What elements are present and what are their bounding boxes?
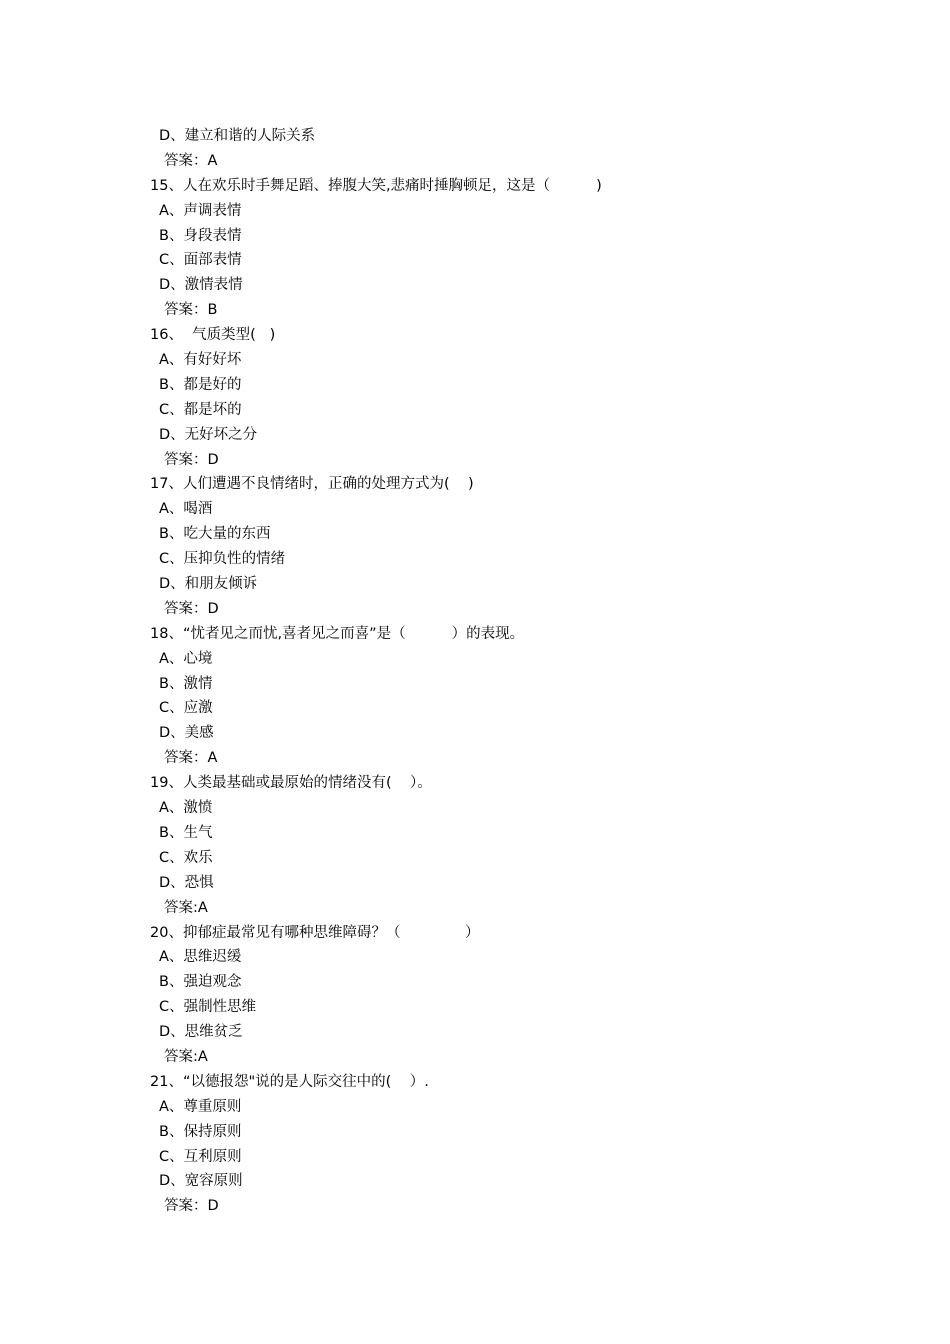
- option-a: A、有好好坏: [159, 352, 242, 369]
- option-a: A、心境: [159, 650, 213, 667]
- option-b: B、都是好的: [159, 376, 242, 393]
- option-b: B、吃大量的东西: [159, 526, 271, 543]
- option-a: A、声调表情: [159, 202, 242, 219]
- option-d: D、美感: [159, 725, 214, 742]
- question-stem: 21、“以德报怨"说的是人际交往中的( ）.: [150, 1073, 429, 1090]
- option-a: A、思维迟缓: [159, 949, 242, 966]
- option-b: B、激情: [159, 675, 213, 692]
- answer-text: 答案：D: [164, 451, 219, 468]
- question-stem: 15、人在欢乐时手舞足蹈、捧腹大笑,悲痛时捶胸顿足，这是（ ): [150, 177, 602, 194]
- option-c: C、应激: [159, 700, 213, 717]
- option-b: B、强迫观念: [159, 974, 242, 991]
- option-a: A、喝酒: [159, 501, 213, 518]
- option-d: D、激情表情: [159, 277, 243, 294]
- answer-text: 答案:A: [164, 899, 208, 916]
- answer-text: 答案：A: [164, 750, 218, 767]
- option-b: B、身段表情: [159, 227, 242, 244]
- option-c: C、强制性思维: [159, 999, 257, 1016]
- option-c: C、面部表情: [159, 252, 242, 269]
- answer-text: 答案：A: [164, 152, 218, 169]
- question-stem: 17、人们遭遇不良情绪时，正确的处理方式为( ): [150, 476, 474, 493]
- option-d: D、思维贫乏: [159, 1024, 243, 1041]
- answer-text: 答案:A: [164, 1048, 208, 1065]
- option-a: A、激愤: [159, 800, 213, 817]
- option-b: B、保持原则: [159, 1123, 242, 1140]
- option-c: C、欢乐: [159, 849, 213, 866]
- option-c: C、压抑负性的情绪: [159, 551, 286, 568]
- option-d: D、和朋友倾诉: [159, 576, 258, 593]
- option-d: D、无好坏之分: [159, 426, 258, 443]
- question-stem: 16、 气质类型( ): [150, 327, 276, 344]
- answer-text: 答案：D: [164, 600, 219, 617]
- option-b: B、生气: [159, 824, 213, 841]
- option-c: C、都是坏的: [159, 401, 242, 418]
- option-d: D、恐惧: [159, 874, 214, 891]
- document-page: [150, 124, 850, 1219]
- option-a: A、尊重原则: [159, 1098, 242, 1115]
- option-text: D、建立和谐的人际关系: [159, 128, 316, 144]
- question-stem: 19、人类最基础或最原始的情绪没有( ）。: [150, 775, 432, 792]
- question-stem: 18、“忧者见之而忧,喜者见之而喜”是（ ）的表现。: [150, 625, 525, 642]
- option-c: C、互利原则: [159, 1148, 242, 1165]
- answer-text: 答案：D: [164, 1198, 219, 1215]
- answer-text: 答案：B: [164, 302, 218, 319]
- question-stem: 20、抑郁症最常见有哪种思维障碍？（ ）: [150, 924, 480, 941]
- option-d: D、宽容原则: [159, 1173, 243, 1190]
